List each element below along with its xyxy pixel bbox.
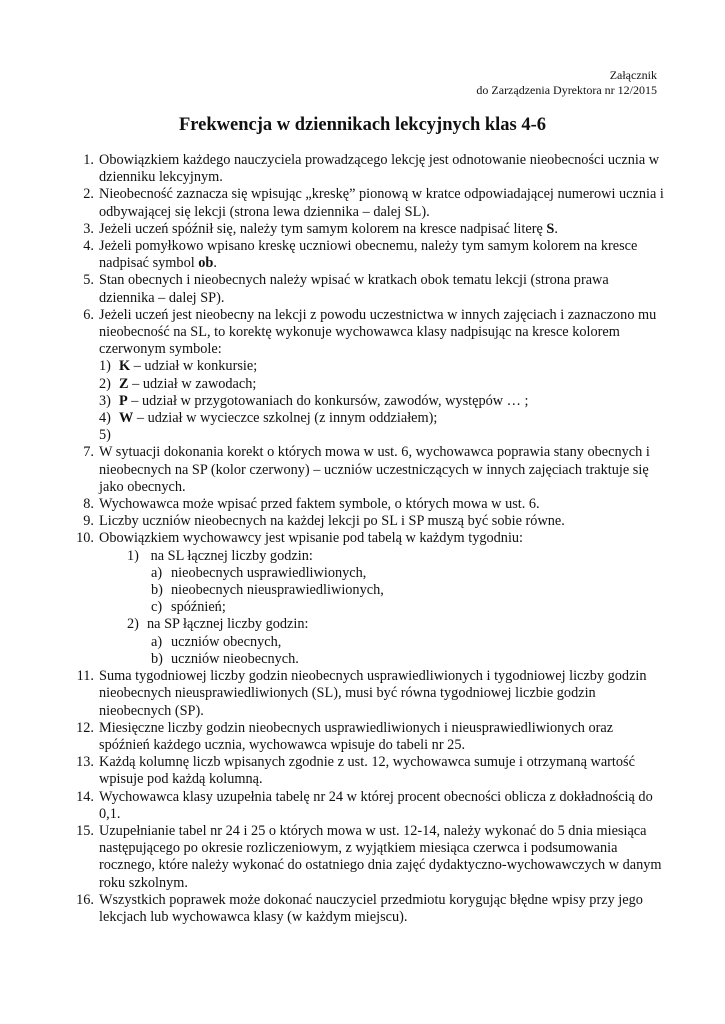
item-number: 16. — [76, 891, 94, 908]
item-number: 11. — [76, 668, 94, 685]
list-item — [70, 152, 665, 186]
sub-item: 2) Z – udział w zawodach; — [99, 375, 257, 392]
item-number: 7. — [83, 444, 94, 461]
list-item — [70, 307, 665, 445]
list-item — [70, 892, 665, 926]
page-title: Frekwencja w dziennikach lekcyjnych klas 4-6 — [178, 115, 547, 135]
sub-item: 1) K – udział w konkursie; — [99, 358, 258, 375]
list-item — [70, 668, 665, 720]
item-number: 3. — [83, 220, 94, 237]
bold-symbol: ob — [198, 255, 214, 272]
item-number: 2. — [83, 186, 94, 203]
item-text: Stan obecnych i nieobecnych należy wpisać w kratkach obok tematu lekcji (strona prawa dziennika – dalej SP). — [99, 272, 609, 306]
sub-sub-item: a) nieobecnych usprawiedliwionych, — [151, 564, 367, 581]
item-number: 1. — [83, 152, 94, 168]
attachment-label: Załącznik — [609, 68, 657, 82]
item-text: Wychowawca może wpisać przed faktem symbole, o których mowa w ust. 6. — [99, 496, 540, 513]
item-text: Jeżeli pomyłkowo wpisano kreskę uczniowi obecnemu, należy tym samym kolorem na kresce nadpisać symbol ob. — [99, 238, 638, 272]
item-number: 10. — [76, 530, 94, 547]
attachment-reference: do Zarządzenia Dyrektora nr 12/2015 — [476, 83, 657, 97]
list-item — [70, 754, 665, 788]
list-item — [70, 530, 665, 668]
list-item — [70, 221, 665, 238]
item-text: Obowiązkiem każdego nauczyciela prowadzącego lekcję jest odnotowanie nieobecności ucznia w dzienniku lekcyjnym. — [99, 152, 660, 186]
item-text: Uzupełnianie tabel nr 24 i 25 o których mowa w ust. 12-14, należy wykonać do 5 dnia miesiąca następującego po okresie rozliczeniowym, z wyjątkiem miesiąca czerwca i podsumowania rocznego, które należy wykonać do ostatniego dnia zajęć dydaktyczno-wychowawczych w danym roku szkolnym. — [99, 822, 662, 891]
list-item — [70, 496, 665, 513]
rules-list — [70, 152, 665, 926]
list-item — [70, 513, 665, 530]
item-text: Wszystkich poprawek może dokonać nauczyciel przedmiotu korygując błędne wpisy przy jego lekcjach lub wychowawca klasy (w każdym miejscu). — [99, 891, 643, 925]
sub-sub-item: b) uczniów nieobecnych. — [151, 650, 299, 667]
item-text: Miesięczne liczby godzin nieobecnych usprawiedliwionych i nieusprawiedliwionych oraz spóźnień każdego ucznia, wychowawca wpisuje do tabeli nr 25. — [99, 719, 614, 753]
item-number: 14. — [76, 788, 94, 805]
attachment-header — [476, 68, 657, 98]
item-text: Liczby uczniów nieobecnych na każdej lekcji po SL i SP muszą być sobie równe. — [99, 513, 565, 530]
item-text: Suma tygodniowej liczby godzin nieobecnych usprawiedliwionych i tygodniowej liczby godzin nieobecnych nieusprawiedliwionych (SL), musi być równa tygodniowej liczbie godzin nieobecnych (SP). — [99, 668, 647, 719]
list-item — [70, 789, 665, 823]
sub-item: 1) na SL łącznej liczby godzin: — [127, 547, 313, 564]
sub-item: 3) P – udział w przygotowaniach do konkursów, zawodów, występów … ; — [99, 392, 529, 409]
item-text: Obowiązkiem wychowawcy jest wpisanie pod tabelą w każdym tygodniu: 1) na SL łącznej liczby godzin: a) nieobecnych usprawiedliwionych, b) nieobecnych nieusprawiedliwionych, c) spóźnień; 2) na SP łącznej liczby godzin: a) uczniów obecnych, b) uczniów nieobecnych. — [99, 530, 665, 668]
item-number: 8. — [83, 496, 94, 513]
item-number: 6. — [83, 306, 94, 323]
item-text: W sytuacji dokonania korekt o których mowa w ust. 6, wychowawca poprawia stany obecnych i nieobecnych na SP (kolor czerwony) – uczniów uczestniczących w innych zajęciach traktuje się jako obecnych. — [99, 444, 650, 495]
bold-symbol: S — [546, 220, 555, 237]
list-item — [70, 238, 665, 272]
list-item — [70, 444, 665, 496]
list-item — [70, 272, 665, 306]
item-text: Jeżeli uczeń spóźnił się, należy tym samym kolorem na kresce nadpisać literę S. — [99, 220, 558, 237]
item-text: Każdą kolumnę liczb wpisanych zgodnie z ust. 12, wychowawca sumuje i otrzymaną wartość wpisuje pod każdą kolumną. — [99, 754, 635, 788]
item-text: Nieobecność zaznacza się wpisując „kreskę” pionową w kratce odpowiadającej numerowi ucznia i odbywającej się lekcji (strona lewa dziennika – dalej SL). — [99, 186, 664, 220]
item-number: 9. — [83, 513, 94, 530]
list-item — [70, 720, 665, 754]
item-number: 12. — [76, 719, 94, 736]
item-text: Wychowawca klasy uzupełnia tabelę nr 24 w której procent obecności oblicza z dokładnością do 0,1. — [99, 788, 653, 822]
item-text: Jeżeli uczeń jest nieobecny na lekcji z powodu uczestnictwa w innych zajęciach i zaznaczono mu nieobecność na SL, to korektę wykonuje wychowawca klasy nadpisując na kresce kolorem czerwonym symbole: 1) K – udział w konkursie; 2) Z – udział w zawodach; 3) P – udział w przygotowaniach do konkursów, zawodów, występów … ; 4) W – udział w wycieczce szkolnej (z innym oddziałem); 5) — [99, 307, 665, 445]
list-item — [70, 186, 665, 220]
item-number: 5. — [83, 272, 94, 289]
sub-item: 2) na SP łącznej liczby godzin: — [127, 616, 309, 633]
item-number: 15. — [76, 822, 94, 839]
sub-sub-item: b) nieobecnych nieusprawiedliwionych, — [151, 582, 384, 599]
sub-sub-item: a) uczniów obecnych, — [151, 633, 282, 650]
sub-item: 4) W – udział w wycieczce szkolnej (z innym oddziałem); — [99, 410, 438, 427]
item-number: 13. — [76, 754, 94, 771]
sub-sub-item: c) spóźnień; — [151, 599, 226, 616]
sub-item: 5) — [99, 427, 111, 444]
list-item — [70, 823, 665, 892]
item-number: 4. — [83, 238, 94, 255]
